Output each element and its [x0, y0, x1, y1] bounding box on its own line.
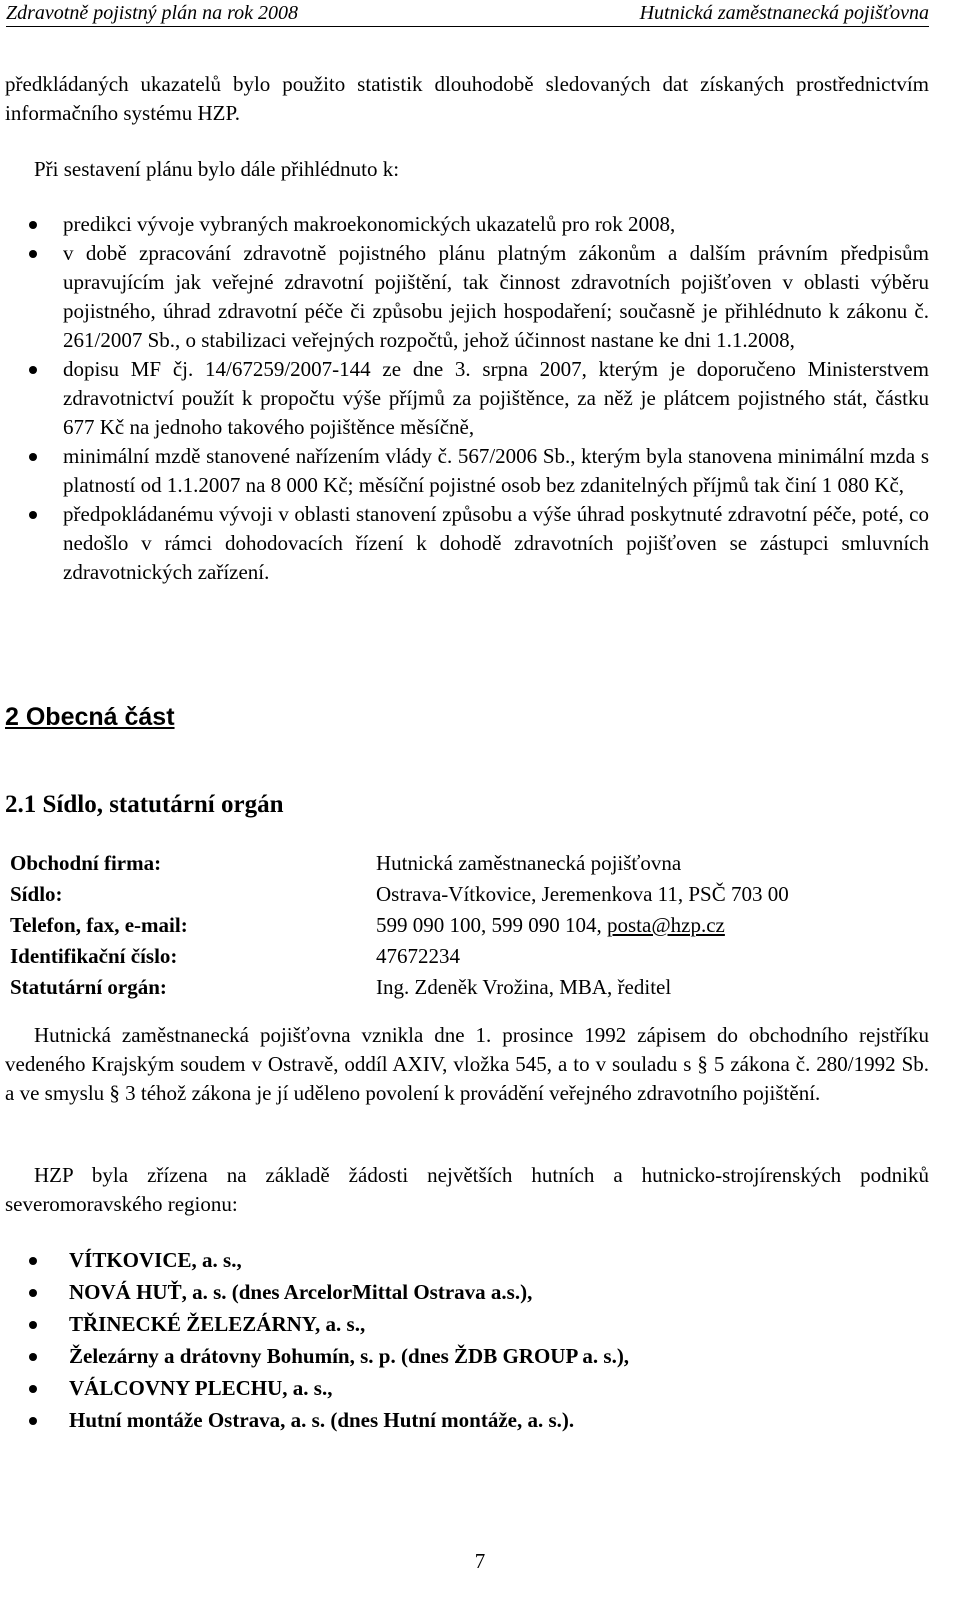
email-link[interactable]: posta@hzp.cz	[607, 913, 725, 937]
list-item: v době zpracování zdravotně pojistného plánu platným zákonům a dalším právním předpisům upravujícím jak veřejné zdravotní pojištění, tak činnost zdravotních pojišťoven v oblasti výběru pojistného, úhrad zdravotní péče či způsobu jejich hospodaření; současně je přihlédnuto k zákonu č. 261/2007 Sb., o stabilizaci veřejných rozpočtů, jehož účinnost nastane ke dni 1.1.2008,	[5, 239, 929, 355]
founders-paragraph: HZP byla zřízena na základě žádosti největších hutních a hutnicko-strojírenských podniků severomoravského regionu:	[5, 1163, 929, 1216]
list-item: Hutní montáže Ostrava, a. s. (dnes Hutní montáže, a. s.).	[5, 1406, 929, 1435]
info-value: Hutnická zaměstnanecká pojišťovna	[376, 851, 682, 875]
info-value: Ing. Zdeněk Vrožina, MBA, ředitel	[376, 975, 672, 999]
list-item: předpokládanému vývoji v oblasti stanovení způsobu a výše úhrad poskytnuté zdravotní péče, poté, co nedošlo v rámci dohodovacích řízení k dohodě zdravotních pojišťoven se zástupci smluvních zdravotnických zařízení.	[5, 500, 929, 587]
info-value: 47672234	[376, 944, 460, 968]
founders-list	[5, 1246, 929, 1438]
list-item: NOVÁ HUŤ, a. s. (dnes ArcelorMittal Ostrava a.s.),	[5, 1278, 929, 1307]
list-item: predikci vývoje vybraných makroekonomických ukazatelů pro rok 2008,	[5, 210, 929, 239]
section-title: 2 Obecná část	[5, 703, 175, 731]
list-item: minimální mzdě stanovené nařízením vlády č. 567/2006 Sb., kterým byla stanovena minimální mzda s platností od 1.1.2007 na 8 000 Kč; měsíční pojistné osob bez zdanitelných příjmů tak činí 1 080 Kč,	[5, 442, 929, 500]
info-value	[376, 911, 725, 940]
list-item: Železárny a drátovny Bohumín, s. p. (dnes ŽDB GROUP a. s.),	[5, 1342, 929, 1371]
list-item: TŘINECKÉ ŽELEZÁRNY, a. s.,	[5, 1310, 929, 1339]
info-label: Telefon, fax, e-mail:	[10, 913, 188, 937]
phone-fax-numbers: 599 090 100, 599 090 104,	[376, 913, 607, 937]
list-item: VÍTKOVICE, a. s.,	[5, 1246, 929, 1275]
list-item: dopisu MF čj. 14/67259/2007-144 ze dne 3. srpna 2007, kterým je doporučeno Ministerstvem zdravotnictví použít k propočtu výše příjmů za pojištěnce, za něž je plátcem pojistného stát, částku 677 Kč na jednoho takového pojištěnce měsíčně,	[5, 355, 929, 442]
info-label: Statutární orgán:	[10, 975, 167, 999]
subsection-title: 2.1 Sídlo, statutární orgán	[5, 791, 284, 818]
info-value: Ostrava-Vítkovice, Jeremenkova 11, PSČ 703 00	[376, 882, 789, 906]
header-document-title: Zdravotně pojistný plán na rok 2008	[6, 2, 299, 24]
page-number: 7	[474, 1549, 486, 1573]
intro-paragraph: předkládaných ukazatelů bylo použito statistik dlouhodobě sledovaných dat získaných prostřednictvím informačního systému HZP.	[5, 72, 929, 125]
plan-intro: Při sestavení plánu bylo dále přihlédnuto k:	[34, 157, 400, 181]
info-label: Sídlo:	[10, 882, 63, 906]
header-company-name: Hutnická zaměstnanecká pojišťovna	[639, 2, 929, 24]
running-header	[6, 0, 929, 27]
info-label: Identifikační číslo:	[10, 944, 178, 968]
founding-paragraph: Hutnická zaměstnanecká pojišťovna vznikla dne 1. prosince 1992 zápisem do obchodního rejstříku vedeného Krajským soudem v Ostravě, oddíl AXIV, vložka 545, a to v souladu s § 5 zákona č. 280/1992 Sb. a ve smyslu § 3 téhož zákona je jí uděleno povolení k provádění veřejného zdravotního pojištění.	[5, 1023, 929, 1105]
info-label: Obchodní firma:	[10, 851, 162, 875]
plan-factors-list	[5, 210, 929, 587]
list-item: VÁLCOVNY PLECHU, a. s.,	[5, 1374, 929, 1403]
